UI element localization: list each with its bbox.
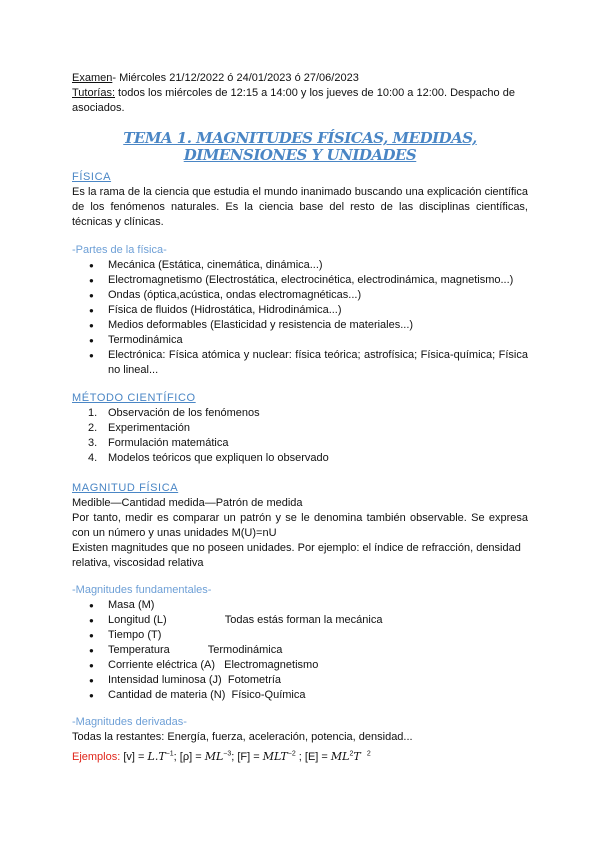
tutorias-text: todos los miércoles de 12:15 a 14:00 y los jueves de 10:00 a 12:00. Despacho de asociados. <box>72 87 515 114</box>
tutorias-line <box>72 86 528 116</box>
metodo-list <box>72 406 528 466</box>
derivadas-text: Todas la restantes: Energía, fuerza, aceleración, potencia, densidad... <box>72 731 413 743</box>
list-item: ● Electrónica: Física atómica y nuclear: física teórica; astrofísica; Física-química; Física no lineal... <box>72 348 528 378</box>
tutorias-label: Tutorías: <box>72 87 115 99</box>
fundamentales-list <box>72 598 528 703</box>
list-item: 3. Formulación matemática <box>88 437 229 449</box>
list-item: ● Electromagnetismo (Electrostática, electrocinética, electrodinámica, magnetismo...) <box>72 273 528 288</box>
list-item: 1. Observación de los fenómenos <box>88 407 260 419</box>
examples-line: Ejemplos: $[v] = L.T^{-1}$; $[\rho] = ML^{-3}$; $[F] = MLT^{-2}$ ; $[E] = ML^2T$ $^2$ <box>72 750 371 763</box>
formula-force: MLT <box>262 750 288 763</box>
fisica-definition: Es la rama de la ciencia que estudia el mundo inanimado buscando una explicación científica de los fenómenos naturales. Es la ciencia base del resto de las disciplinas científicas, técnicas y clínicas. <box>72 186 528 228</box>
list-item: ● Termodinámica <box>72 333 528 348</box>
metodo-heading: MÉTODO CIENTÍFICO <box>72 392 196 404</box>
formula-velocity: L.T <box>147 750 166 763</box>
examples-label: Ejemplos <box>72 751 118 763</box>
list-item: ● Tiempo (T) <box>72 628 528 643</box>
magnitud-line1: Medible—Cantidad medida—Patrón de medida <box>72 497 303 509</box>
formula-energy: ML <box>330 750 350 763</box>
formula-density: ML <box>204 750 224 763</box>
partes-heading: -Partes de la física- <box>72 244 167 256</box>
list-item: ● Masa (M) <box>72 598 528 613</box>
list-item: ● Medios deformables (Elasticidad y resistencia de materiales...) <box>72 318 528 333</box>
list-item: ● Física de fluidos (Hidrostática, Hidrodinámica...) <box>72 303 528 318</box>
magnitud-line2: Por tanto, medir es comparar un patrón y se le denomina también observable. Se expresa con un número y unas unidades M(U)=nU <box>72 512 528 539</box>
list-item: ● Mecánica (Estática, cinemática, dinámica...) <box>72 258 528 273</box>
list-item: ● Intensidad luminosa (J) Fotometría <box>72 673 528 688</box>
magnitud-line3: Existen magnitudes que no poseen unidades. Por ejemplo: el índice de refracción, densidad relativa, viscosidad relativa <box>72 542 521 569</box>
list-item: ● Temperatura Termodinámica <box>72 643 528 658</box>
derivadas-heading: -Magnitudes derivadas- <box>72 716 187 728</box>
document-page <box>72 71 528 765</box>
list-item: ● Longitud (L) Todas estás forman la mecánica <box>72 613 528 628</box>
list-item: ● Corriente eléctrica (A) Electromagnetismo <box>72 658 528 673</box>
exam-dates: - Miércoles 21/12/2022 ó 24/01/2023 ó 27/06/2023 <box>112 72 359 84</box>
page-title: TEMA 1. MAGNITUDES FÍSICAS, MEDIDAS, DIMENSIONES Y UNIDADES <box>123 129 477 164</box>
fundamentales-heading: -Magnitudes fundamentales- <box>72 584 212 596</box>
magnitud-heading: MAGNITUD FÍSICA <box>72 482 179 494</box>
list-item: ● Cantidad de materia (N) Físico-Química <box>72 688 528 703</box>
fisica-heading: FÍSICA <box>72 171 112 183</box>
list-item: ● Ondas (óptica,acústica, ondas electromagnéticas...) <box>72 288 528 303</box>
partes-list <box>72 258 528 378</box>
exam-line <box>72 71 528 86</box>
list-item: 2. Experimentación <box>88 422 190 434</box>
list-item: 4. Modelos teóricos que expliquen lo observado <box>88 452 329 464</box>
exam-label: Examen <box>72 72 113 84</box>
